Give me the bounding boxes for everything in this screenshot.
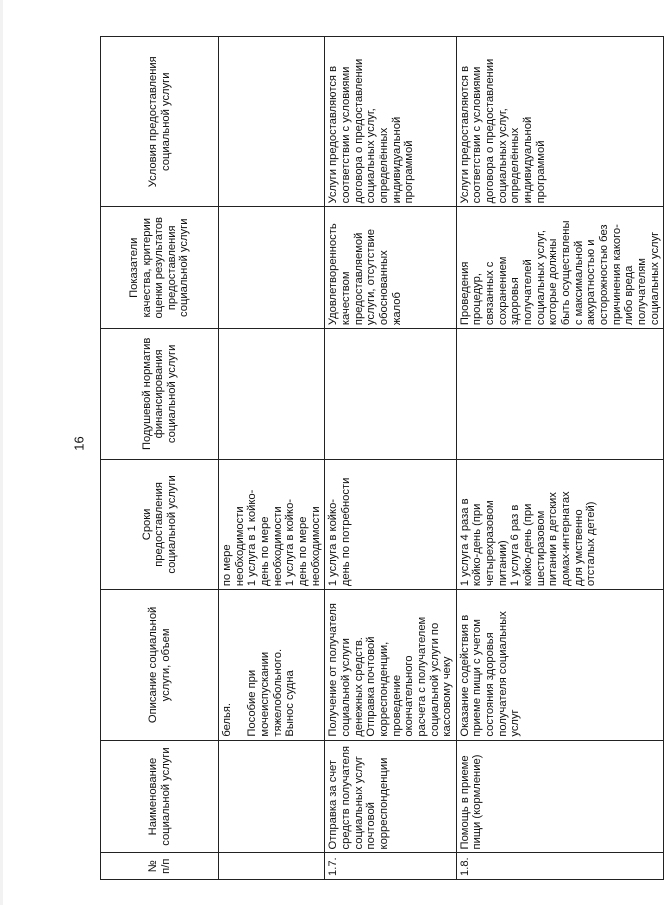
header-quality: Показатели качества, критерии оценки результатов предоставления социальной услуги [101,207,219,329]
rotated-table-container [100,36,661,880]
services-table [100,36,664,880]
table-header-row [101,37,219,880]
header-conditions: Условия предоставления социальной услуги [101,37,219,207]
header-service-name: Наименование социальной услуги [101,740,219,853]
page-number: 16 [71,436,87,451]
header-description: Описание социальной услуги, объем [101,590,219,740]
cell-service-name [219,740,325,853]
cell-funding-norm [325,329,457,460]
cell-service-name: Помощь в приеме пищи (кормление) [456,740,664,853]
cell-description: Оказание содействия в приеме пищи с учетом состояния здоровья получателя социальных услуг [456,590,664,740]
table-row [325,37,457,880]
cell-funding-norm [219,329,325,460]
cell-description: белья. Пособие при мочеиспускании тяжелобольного. Вынос судна [219,590,325,740]
cell-number: 1.8. [456,853,664,880]
header-number: № п/п [101,853,219,880]
cell-quality: Проведения процедур, связанных с сохранением здоровья получателей социальных услуг, которые должны быть осуществлены с максимальной аккуратностью и осторожностью без причинения какого- либо вреда получателям социальных услуг [456,207,664,329]
cell-funding-norm [456,329,664,460]
cell-terms: 1 услуга 4 раза в койко-день (при четырехразовом питании) 1 услуга 6 раз в койко-день (при шестиразовом питании в детских домах-интернатах для умственно отсталых детей) [456,459,664,590]
table-row [219,37,325,880]
cell-conditions [219,37,325,207]
header-funding-norm: Подушевой норматив финансирования социальной услуги [101,329,219,460]
cell-conditions: Услуги предоставляются в соответствии с условиями договора о предоставлении социальных услуг, определённых индивидуальной программой [456,37,664,207]
cell-quality [219,207,325,329]
cell-conditions: Услуги предоставляются в соответствии с условиями договора о предоставлении социальных услуг, определённых индивидуальной программой [325,37,457,207]
cell-description: Получение от получателя социальной услуги денежных средств. Отправка почтовой корреспонденции, проведение окончательного расчета с получателем социальной услуги по кассовому чеку [325,590,457,740]
header-terms: Сроки предоставления социальной услуги [101,459,219,590]
cell-quality: Удовлетворенность качеством предоставляемой услуги, отсутствие обоснованных жалоб [325,207,457,329]
cell-number: 1.7. [325,853,457,880]
cell-terms: по мере необходимости 1 услуга в 1 койко- день по мере необходимости 1 услуга в койко- день по мере необходимости [219,459,325,590]
table-row [456,37,664,880]
cell-service-name: Отправка за счет средств получателя социальных услуг почтовой корреспонденции [325,740,457,853]
cell-terms: 1 услуга в койко- день по потребности [325,459,457,590]
cell-number [219,853,325,880]
